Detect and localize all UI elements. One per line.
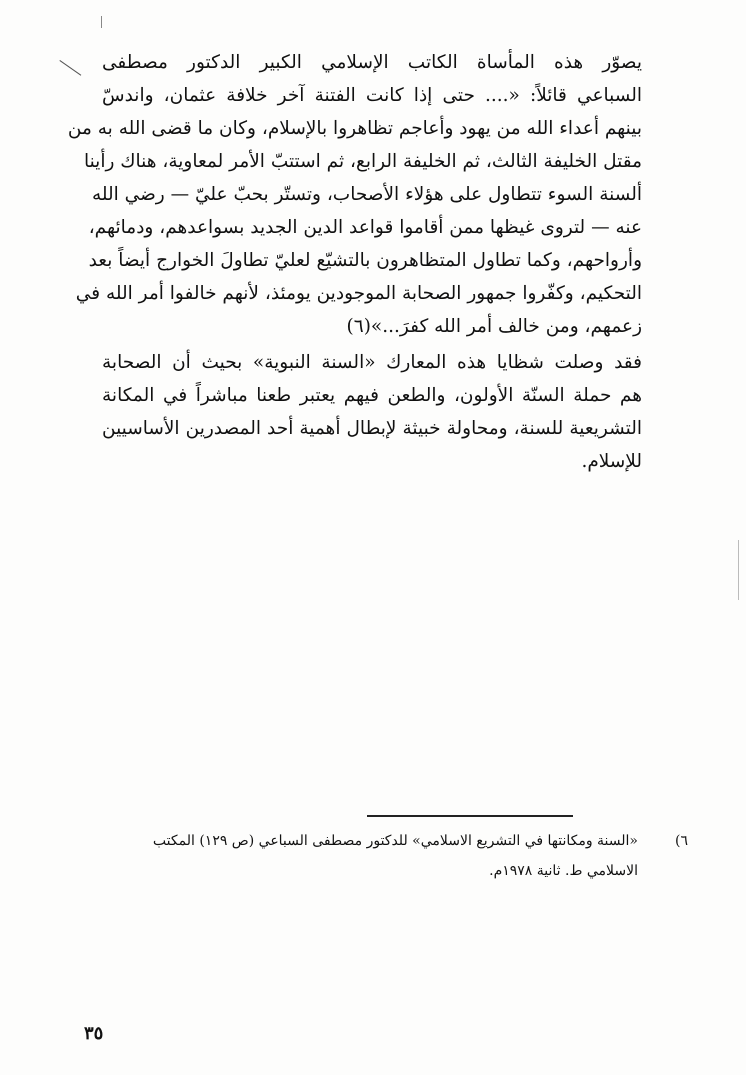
text-line: عنه — لتروى غيظها ممن أقاموا قواعد الدين الجديد بسواعدهم، ودمائهم، xyxy=(88,217,642,238)
text-line: يصوّر هذه المأساة الكاتب الإسلامي الكبير الدكتور مصطفى xyxy=(102,52,642,73)
text-line: للإسلام. xyxy=(581,451,642,472)
scan-artifact-mark xyxy=(101,16,102,28)
footnote-number: ٦) xyxy=(675,833,688,849)
text-line: بينهم أعداء الله من يهود وأعاجم تظاهروا بالإسلام، وكان ما قضى الله به من xyxy=(67,118,642,139)
text-line: ألسنة السوء تتطاول على هؤلاء الأصحاب، وتستّر بحبّ عليّ — رضي الله xyxy=(91,184,642,205)
text-line: هم حملة السنّة الأولون، والطعن فيهم يعتبر طعنا مباشراً في المكانة xyxy=(102,385,642,406)
text-line: التحكيم، وكفّروا جمهور الصحابة الموجودين يومئذ، لأنهم خالفوا أمر الله في xyxy=(75,283,642,304)
scan-artifact-edge xyxy=(738,540,739,600)
text-line: فقد وصلت شظايا هذه المعارك «السنة النبوية» بحيث أن الصحابة xyxy=(102,352,642,373)
text-line: وأرواحهم، وكما تطاول المتظاهرون بالتشيّع لعليّ تطاولَ الخوارج أيضاً بعد xyxy=(88,250,642,271)
footnote-divider xyxy=(367,815,573,817)
text-line: زعمهم، ومن خالف أمر الله كفرَ...»(٦) xyxy=(346,316,642,337)
footnote xyxy=(98,826,688,886)
text-line: التشريعية للسنة، ومحاولة خبيثة لإبطال أهمية أحد المصدرين الأساسيين xyxy=(102,418,642,439)
scan-artifact-tick xyxy=(59,60,81,76)
paragraph-quote xyxy=(67,46,642,343)
page-number: ٣٥ xyxy=(84,1023,104,1044)
text-line: مقتل الخليفة الثالث، ثم الخليفة الرابع، ثم استتبّ الأمر لمعاوية، هناك رأينا xyxy=(83,151,642,172)
paragraph-conclusion xyxy=(102,346,642,478)
footnote-line: «السنة ومكانتها في التشريع الاسلامي» للدكتور مصطفى السباعي (ص ١٢٩) المكتب xyxy=(152,833,638,849)
text-line: السباعي قائلاً: «.... حتى إذا كانت الفتنة آخر خلافة عثمان، واندسّ xyxy=(102,85,642,106)
footnote-line: الاسلامي ط. ثانية ١٩٧٨م. xyxy=(489,863,638,879)
